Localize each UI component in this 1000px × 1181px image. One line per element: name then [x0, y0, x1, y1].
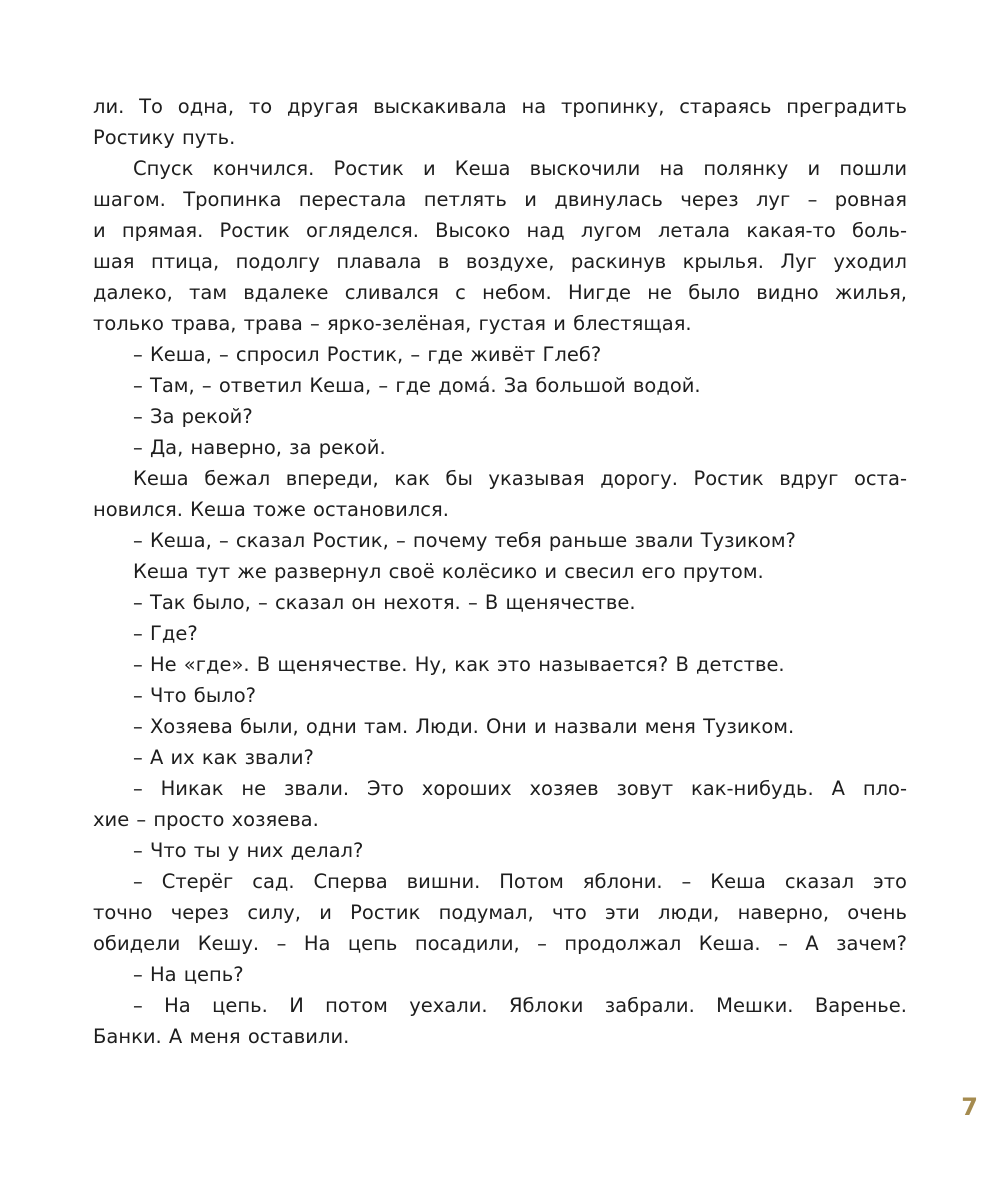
text-line: шая птица, подолгу плавала в воздухе, раскинув крылья. Луг уходил [93, 250, 907, 273]
text-line: далеко, там вдалеке сливался с небом. Нигде не было видно жилья, [93, 281, 907, 304]
text-line: – Что ты у них делал? [133, 839, 364, 862]
text-line: обидели Кешу. – На цепь посадили, – продолжал Кеша. – А зачем? [93, 932, 907, 955]
text-line: – Хозяева были, одни там. Люди. Они и назвали меня Тузиком. [133, 715, 795, 738]
text-line: Кеша бежал впереди, как бы указывая дорогу. Ростик вдруг оста- [133, 467, 907, 490]
text-line: – Кеша, – сказал Ростик, – почему тебя раньше звали Тузиком? [133, 529, 796, 552]
text-line: ли. То одна, то другая выскакивала на тропинку, стараясь преградить [93, 95, 907, 118]
text-line: точно через силу, и Ростик подумал, что эти люди, наверно, очень [93, 901, 907, 924]
text-line: Спуск кончился. Ростик и Кеша выскочили на полянку и пошли [133, 157, 907, 180]
text-line: – Так было, – сказал он нехотя. – В щенячестве. [133, 591, 636, 614]
text-line: – Где? [133, 622, 198, 645]
text-line: – На цепь? [133, 963, 244, 986]
text-line: и прямая. Ростик огляделся. Высоко над лугом летала какая-то боль- [93, 219, 907, 242]
text-line: – Стерёг сад. Сперва вишни. Потом яблони. – Кеша сказал это [133, 870, 907, 893]
text-line: – А их как звали? [133, 746, 314, 769]
text-line: хие – просто хозяева. [93, 808, 319, 831]
text-line: – Никак не звали. Это хороших хозяев зовут как-нибудь. А пло- [133, 777, 907, 800]
text-line: – На цепь. И потом уехали. Яблоки забрали. Мешки. Варенье. [133, 994, 907, 1017]
text-line: – Да, наверно, за рекой. [133, 436, 386, 459]
text-line: только трава, трава – ярко-зелёная, густая и блестящая. [93, 312, 692, 335]
page-number: 7 [961, 1093, 978, 1121]
body-text [93, 91, 907, 1052]
text-line: Банки. А меня оставили. [93, 1025, 350, 1048]
text-line: – Там, – ответил Кеша, – где домá. За большой водой. [133, 374, 701, 397]
text-line: Кеша тут же развернул своё колёсико и свесил его прутом. [133, 560, 764, 583]
text-line: новился. Кеша тоже остановился. [93, 498, 449, 521]
text-line: – Кеша, – спросил Ростик, – где живёт Глеб? [133, 343, 602, 366]
text-line: Ростику путь. [93, 126, 236, 149]
text-line: шагом. Тропинка перестала петлять и двинулась через луг – ровная [93, 188, 907, 211]
text-line: – За рекой? [133, 405, 253, 428]
text-line: – Что было? [133, 684, 256, 707]
text-line: – Не «где». В щенячестве. Ну, как это называется? В детстве. [133, 653, 785, 676]
